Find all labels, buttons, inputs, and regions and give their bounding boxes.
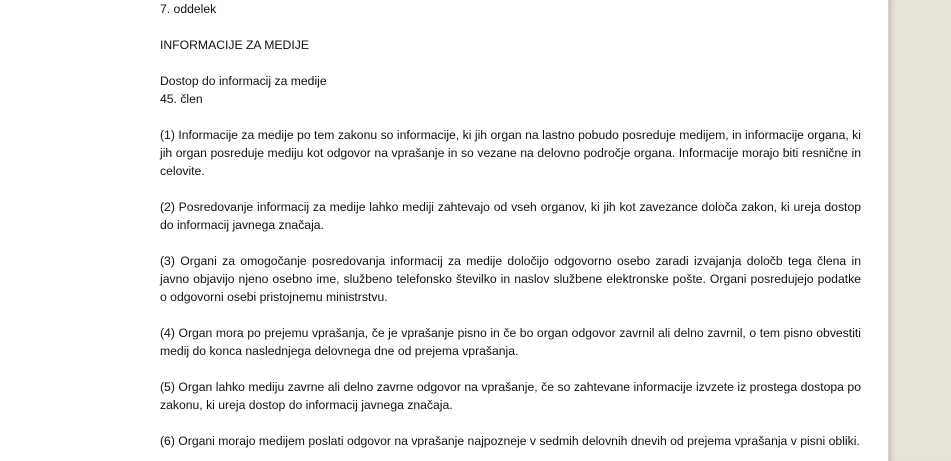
paragraph-2: (2) Posredovanje informacij za medije lahko mediji zahtevajo od vseh organov, ki jih kot zavezance določa zakon, ki ureja dostop do informacij javnega značaja. <box>160 200 861 232</box>
spacer <box>160 54 861 72</box>
article-number: 45. člen <box>160 92 203 106</box>
section-label: 7. oddelek <box>160 2 217 16</box>
article-heading: Dostop do informacij za medije <box>160 74 327 88</box>
spacer <box>160 234 861 252</box>
spacer <box>160 360 861 378</box>
paragraph-4: (4) Organ mora po prejemu vprašanja, če je vprašanje pisno in če bo organ odgovor zavrnil ali delno zavrnil, o tem pisno obvestiti medij do konca naslednjega delovnega dne od prejema vprašanja. <box>160 326 861 358</box>
spacer <box>160 18 861 36</box>
document-content <box>160 0 861 450</box>
spacer <box>160 180 861 198</box>
paragraph-1: (1) Informacije za medije po tem zakonu so informacije, ki jih organ na lastno pobudo posreduje medijem, in informacije organa, ki jih organ posreduje mediju kot odgovor na vprašanje in so vezane na delovno področje organa. Informacije morajo biti resnične in celovite. <box>160 128 861 178</box>
paragraph-5: (5) Organ lahko mediju zavrne ali delno zavrne odgovor na vprašanje, če so zahtevane informacije izvzete iz prostega dostopa po zakonu, ki ureja dostop do informacij javnega značaja. <box>160 380 861 412</box>
side-panel <box>888 0 951 461</box>
paragraph-3: (3) Organi za omogočanje posredovanja informacij za medije določijo odgovorno osebo zaradi izvajanja določb tega člena in javno objavijo njeno osebno ime, službeno telefonsko številko in naslov službene elektronske pošte. Organi posredujejo podatke o odgovorni osebi pristojnemu ministrstvu. <box>160 254 861 304</box>
spacer <box>160 414 861 432</box>
chapter-title: INFORMACIJE ZA MEDIJE <box>160 38 309 52</box>
spacer <box>160 306 861 324</box>
spacer <box>160 108 861 126</box>
paragraph-6: (6) Organi morajo medijem poslati odgovor na vprašanje najpozneje v sedmih delovnih dnevih od prejema vprašanja v pisni obliki. <box>160 434 860 448</box>
